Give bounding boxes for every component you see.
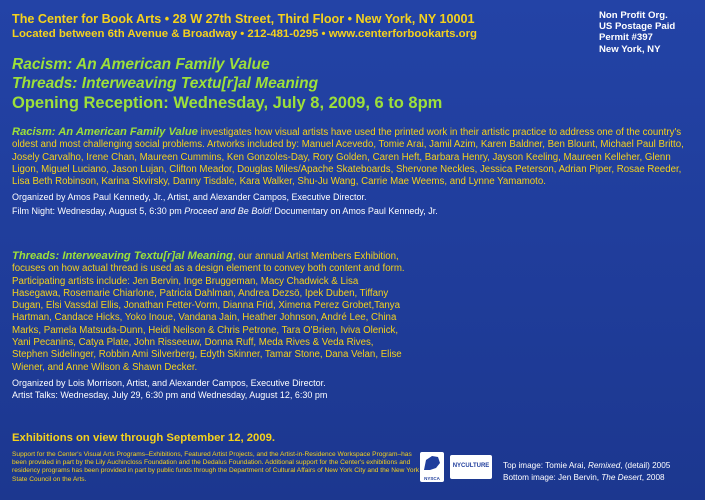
postage-line-3: Permit #397 bbox=[599, 32, 653, 44]
postage-line-4: New York, NY bbox=[599, 43, 661, 55]
racism-paragraph bbox=[12, 126, 695, 188]
postage-indicia bbox=[599, 10, 691, 55]
section-racism bbox=[12, 126, 695, 217]
racism-intro: investigates how visual artists have used the printed work in their artistic practice to address one of the country's oldest and most challenging social problems. bbox=[12, 127, 682, 151]
threads-paragraph bbox=[12, 250, 407, 374]
caption-bottom-title: The Desert bbox=[601, 473, 642, 482]
nyc-culture-logo-text: NYCULTURE bbox=[452, 463, 490, 469]
caption-bottom-prefix: Bottom image: Jen Bervin, bbox=[503, 473, 602, 482]
racism-film-night bbox=[12, 206, 695, 218]
racism-lead: Racism: An American Family Value bbox=[12, 126, 198, 138]
racism-artists: Artworks included by: Manuel Acevedo, Tomie Arai, Jamil Azim, Karen Baldner, Ben Blount, Michael Paul Britto, Josely Carvalho, Irene Chan, Maureen Cummins, Ken Gonzoles-Day, Rory Golden, Caren Heft, Barbara Henry, Jayson Keeling, Maureen Kelleher, Glenn Ligon, Miguel Luciano, Jason Lujan, Clifton Meador, Douglas Miles/Apache Skateboards, Shervone Neckles, Jessica Peterson, Adrian Piper, Rosae Reeder, Lisa Beth Robinson, Karina Skvirsky, Danny Tisdale, Kara Walker, Shu-Ju Wang, Carrie Mae Weems, and Lynne Yamamoto. bbox=[12, 139, 684, 188]
nysca-map-icon bbox=[420, 452, 444, 474]
support-credits: Support for the Center's Visual Arts Programs–Exhibitions, Featured Artist Projects, and the Artist-in-Residence Workspace Program–has been provided in part by the Lily Auchincloss Foundation and the Dedalus Foundation. Additional support for the Center's exhibitions and residency programs has been provided in part by public funds through the Department of Cultural Affairs of New York City and the New York State Council on the Arts. bbox=[12, 451, 420, 483]
caption-top-suffix: , (detail) 2005 bbox=[620, 461, 671, 470]
opening-reception: Opening Reception: Wednesday, July 8, 2009, 6 to 8pm bbox=[12, 94, 443, 112]
racism-organized: Organized by Amos Paul Kennedy, Jr., Artist, and Alexander Campos, Executive Director. bbox=[12, 192, 367, 203]
title-racism: Racism: An American Family Value bbox=[12, 56, 270, 73]
film-title: Proceed and Be Bold! bbox=[184, 205, 272, 216]
image-captions bbox=[503, 460, 703, 484]
caption-top-title: Remixed bbox=[587, 461, 621, 470]
postage-line-2: US Postage Paid bbox=[599, 21, 676, 33]
threads-intro: , our annual Artist Members Exhibition, focuses on how actual thread is used as a design element to convey both content and form. Participating artists include: Jen Bervin, Inge Bruggeman, Macy Chadwick & Lisa Hasegawa, Rosemarie Chiarlone, Patricia Dahlman, Andrea Dezsö, Ipek Duben, Tiffany Dugan, Elsi Vassdal Ellis, Jonathan Fetter-Vorm, Dianna Frid, Ximena Perez Grobet,Tanya Hartman, Candace Hicks, Yoko Inoue, Vandana Jain, Heather Johnson, André Lee, China Marks, Pamela Matsuda-Dunn, Heidi Neilson & Chris Petrone, Tara O'Brien, Iviva Olenick, Yani Pecanins, Catya Plate, John Risseeuw, Donna Ruff, Meda Rives & Veda Rives, Stephen Sidelinger, Robbin Ami Silverberg, Edyth Skinner, Tamar Stone, Dana Velan, Elise Wiener, and Anne Wilson & Shawn Decker. bbox=[12, 251, 405, 373]
section-threads bbox=[12, 250, 407, 402]
caption-bottom bbox=[503, 472, 703, 484]
nyc-culture-logo bbox=[450, 455, 492, 479]
nysca-logo-text: NYSCA bbox=[424, 476, 440, 481]
exhibitions-dates: Exhibitions on view through September 12, 2009. bbox=[12, 432, 276, 444]
title-threads: Threads: Interweaving Textu[r]al Meaning bbox=[12, 75, 319, 92]
nysca-logo bbox=[420, 452, 444, 482]
film-suffix: Documentary on Amos Paul Kennedy, Jr. bbox=[271, 205, 438, 216]
film-prefix: Film Night: Wednesday, August 5, 6:30 pm bbox=[12, 205, 185, 216]
header-line-address: The Center for Book Arts • 28 W 27th Street, Third Floor • New York, NY 10001 bbox=[12, 12, 475, 26]
caption-top bbox=[503, 460, 703, 472]
threads-lead: Threads: Interweaving Textu[r]al Meaning bbox=[12, 250, 233, 262]
header-line-contact: Located between 6th Avenue & Broadway • 212-481-0295 • www.centerforbookarts.org bbox=[12, 28, 478, 40]
caption-top-prefix: Top image: Tomie Arai, bbox=[503, 461, 588, 470]
header-address bbox=[12, 12, 532, 42]
title-block bbox=[12, 55, 442, 113]
postage-line-1: Non Profit Org. bbox=[599, 10, 668, 21]
threads-talks: Artist Talks: Wednesday, July 29, 6:30 pm and Wednesday, August 12, 6:30 pm bbox=[12, 390, 328, 401]
caption-bottom-suffix: , 2008 bbox=[641, 473, 665, 482]
threads-organized: Organized by Lois Morrison, Artist, and Alexander Campos, Executive Director. bbox=[12, 377, 326, 388]
